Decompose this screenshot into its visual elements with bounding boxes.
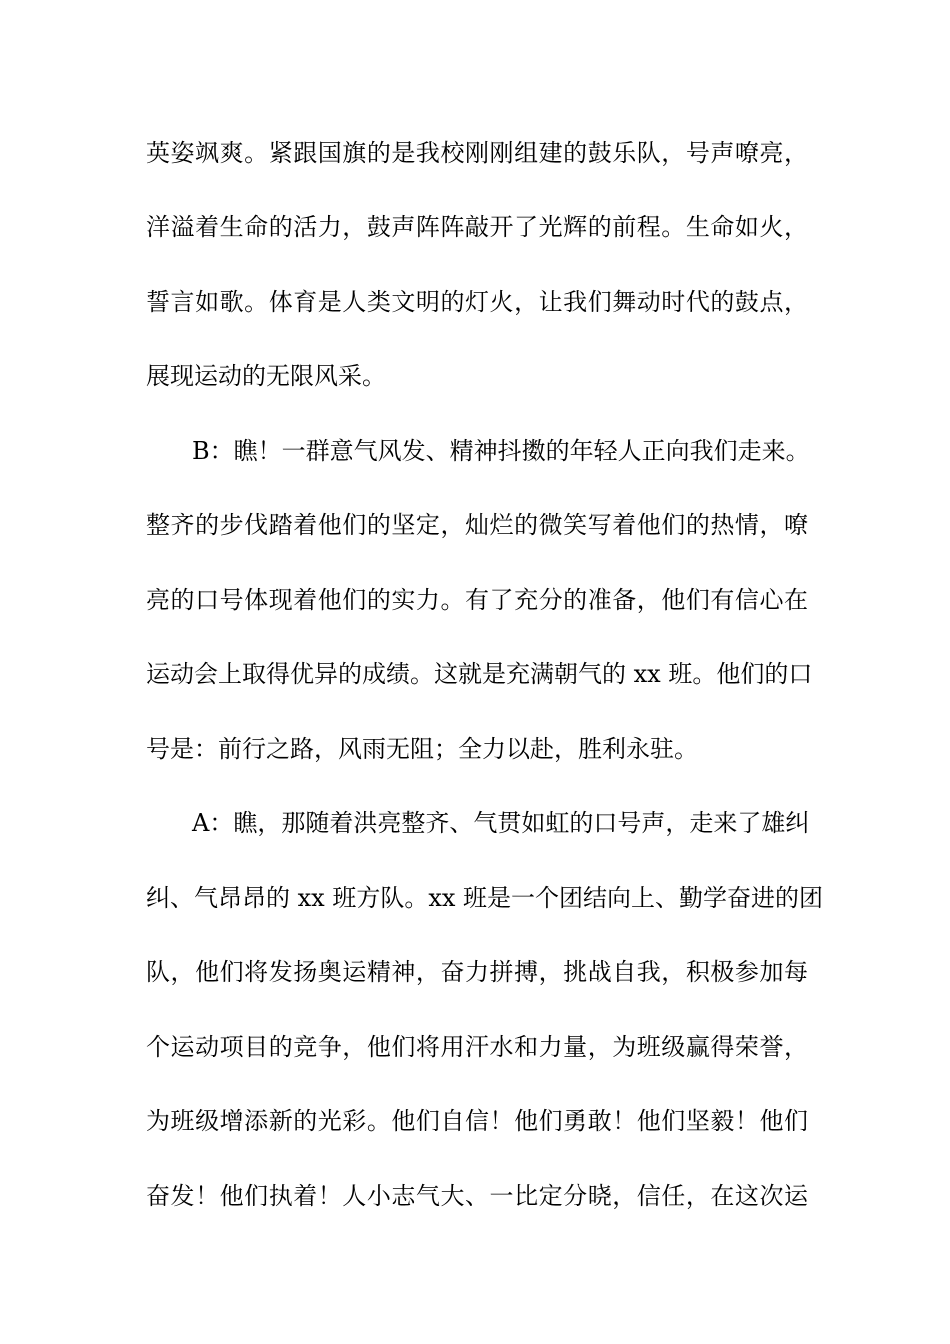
- text-line-2: 洋溢着生命的活力，鼓声阵阵敲开了光辉的前程。生命如火，: [146, 213, 808, 241]
- text-line-15: 奋发！他们执着！人小志气大、一比定分晓，信任，在这次运: [146, 1182, 808, 1210]
- text-line-7: 亮的口号体现着他们的实力。有了充分的准备，他们有信心在: [146, 586, 808, 614]
- text-line-11: 纠、气昂昂的 xx 班方队。xx 班是一个团结向上、勤学奋进的团: [146, 884, 824, 912]
- text-line-9: 号是：前行之路，风雨无阻；全力以赴，胜利永驻。: [146, 735, 698, 763]
- text-line-5: B：瞧！一群意气风发、精神抖擞的年轻人正向我们走来。: [192, 437, 810, 465]
- text-line-1: 英姿飒爽。紧跟国旗的是我校刚刚组建的鼓乐队，号声嘹亮，: [146, 139, 808, 167]
- text-line-4: 展现运动的无限风采。: [146, 362, 386, 390]
- text-line-13: 个运动项目的竞争，他们将用汗水和力量，为班级赢得荣誉，: [146, 1033, 808, 1061]
- text-line-3: 誓言如歌。体育是人类文明的灯火，让我们舞动时代的鼓点，: [146, 288, 808, 316]
- text-line-6: 整齐的步伐踏着他们的坚定，灿烂的微笑写着他们的热情，嘹: [146, 511, 808, 539]
- text-line-14: 为班级增添新的光彩。他们自信！他们勇敢！他们坚毅！他们: [146, 1107, 808, 1135]
- text-line-8: 运动会上取得优异的成绩。这就是充满朝气的 xx 班。他们的口: [146, 660, 813, 688]
- text-line-12: 队，他们将发扬奥运精神，奋力拼搏，挑战自我，积极参加每: [146, 958, 808, 986]
- text-line-10: A：瞧，那随着洪亮整齐、气贯如虹的口号声，走来了雄纠: [192, 809, 810, 837]
